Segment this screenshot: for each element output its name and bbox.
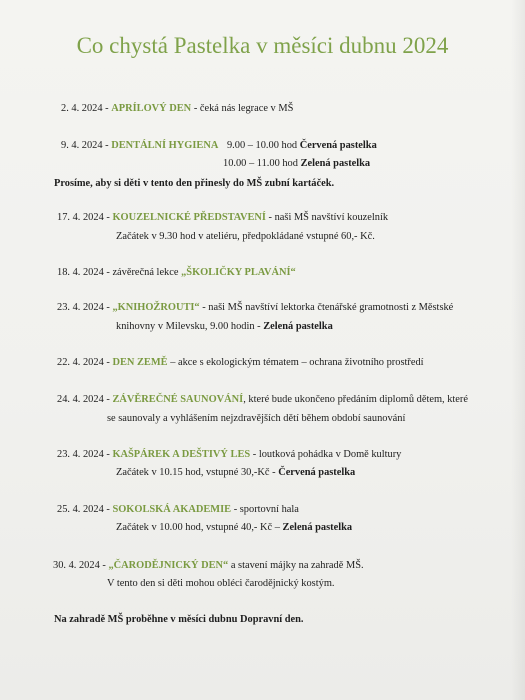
event-date: 23. 4. 2024 - xyxy=(57,449,110,460)
event-name: APRÍLOVÝ DEN xyxy=(111,103,192,114)
event-group: Zelená pastelka xyxy=(263,321,333,332)
event-text: - sportovní hala xyxy=(233,504,299,515)
event-group: Červená pastelka xyxy=(278,467,356,478)
event-note: Prosíme, aby si děti v tento den přinesly do MŠ zubní kartáček. xyxy=(54,178,335,189)
event-date: 30. 4. 2024 - xyxy=(53,560,106,571)
event-date: 23. 4. 2024 - xyxy=(57,302,110,313)
event-date: 24. 4. 2024 - xyxy=(57,394,110,405)
event-text: a stavení májky na zahradě MŠ. xyxy=(230,560,364,571)
event-time: 10.00 – 11.00 hod xyxy=(223,158,298,169)
event-name: DENTÁLNÍ HYGIENA xyxy=(111,140,219,151)
event-line2 xyxy=(116,521,352,534)
event-group: Zelená pastelka xyxy=(300,158,371,169)
event-time: 9.00 – 10.00 hod xyxy=(226,140,298,151)
event-sokolska-akademie xyxy=(57,503,299,516)
event-knihozrouti xyxy=(57,301,453,314)
event-kouzelnicke-predstaveni xyxy=(57,211,388,224)
event-name: „ČARODĚJNICKÝ DEN“ xyxy=(108,560,229,571)
event-date: 22. 4. 2024 - xyxy=(57,357,110,368)
event-dentalni-hygiena-line2 xyxy=(223,157,370,170)
event-group: Zelená pastelka xyxy=(282,522,353,533)
event-text: - naši MŠ navštíví kouzelník xyxy=(268,212,389,223)
event-date: 17. 4. 2024 - xyxy=(57,212,110,223)
event-date: 18. 4. 2024 - xyxy=(57,267,110,278)
page-edge-shadow xyxy=(511,0,525,700)
event-skolicky-plavani xyxy=(57,266,296,279)
event-zaverecne-saunovani xyxy=(57,393,468,406)
event-line2-text: Začátek v 10.00 hod, vstupné 40,- Kč – xyxy=(116,522,280,533)
event-text: – akce s ekologickým tématem – ochrana životního prostředí xyxy=(170,357,424,368)
event-line2-text: Začátek v 10.15 hod, vstupné 30,-Kč - xyxy=(116,467,276,478)
event-text: závěrečná lekce xyxy=(112,267,179,278)
event-line2 xyxy=(116,466,355,479)
event-line2: se saunovaly a vyhlášením nejzdravějších dětí během období saunování xyxy=(107,413,406,424)
page-title: Co chystá Pastelka v měsíci dubnu 2024 xyxy=(76,33,449,58)
event-date: 25. 4. 2024 - xyxy=(57,504,110,515)
event-name: SOKOLSKÁ AKADEMIE xyxy=(112,504,232,515)
event-name: KOUZELNICKÉ PŘEDSTAVENÍ xyxy=(112,212,266,223)
event-line2-text: knihovny v Milevsku, 9.00 hodin - xyxy=(116,321,261,332)
event-text: - naši MŠ navštíví lektorka čtenářské gramotnosti z Městské xyxy=(202,302,454,313)
event-name: DEN ZEMĚ xyxy=(112,357,168,368)
event-group: Červená pastelka xyxy=(299,140,377,151)
event-line2: V tento den si děti mohou obléci čarodějnický kostým. xyxy=(107,578,335,589)
event-dentalni-hygiena xyxy=(61,139,377,152)
event-line2: Začátek v 9.30 hod v ateliéru, předpokládané vstupné 60,- Kč. xyxy=(116,231,375,242)
event-name: ZÁVĚREČNÉ SAUNOVÁNÍ xyxy=(112,394,244,405)
event-name: KAŠPÁREK A DEŠTIVÝ LES xyxy=(112,449,251,460)
footer-note: Na zahradě MŠ proběhne v měsíci dubnu Dopravní den. xyxy=(54,614,304,625)
event-text: - čeká nás legrace v MŠ xyxy=(193,103,294,114)
event-date: 2. 4. 2024 - xyxy=(61,103,109,114)
event-den-zeme xyxy=(57,356,424,369)
event-text: , které bude ukončeno předáním diplomů dětem, které xyxy=(243,394,468,405)
event-name: „KNIHOŽROUTI“ xyxy=(112,302,200,313)
event-carodejnicky-den xyxy=(53,559,364,572)
event-line2 xyxy=(116,320,333,333)
event-date: 9. 4. 2024 - xyxy=(61,140,109,151)
event-kasparek xyxy=(57,448,401,461)
event-aprilovy-den xyxy=(61,102,293,115)
event-name: „ŠKOLIČKY PLAVÁNÍ“ xyxy=(181,267,296,278)
event-text: - loutková pohádka v Domě kultury xyxy=(252,449,402,460)
